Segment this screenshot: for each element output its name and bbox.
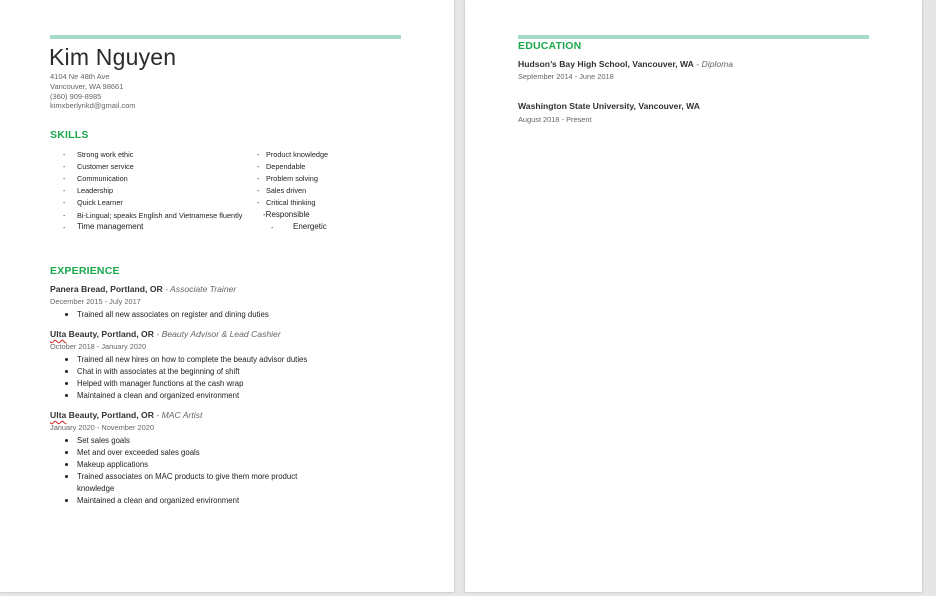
skill-dash: - bbox=[257, 198, 260, 207]
skill-item: Problem solving bbox=[266, 174, 318, 183]
job-dates: October 2018 - January 2020 bbox=[50, 342, 147, 351]
bullet-dot-icon bbox=[65, 358, 68, 361]
header-rule bbox=[50, 35, 401, 39]
skill-dash: - bbox=[257, 186, 260, 195]
bullet-dot-icon bbox=[65, 439, 68, 442]
school-dates: September 2014 - June 2018 bbox=[518, 72, 614, 81]
phone-number: (360) 909-8985 bbox=[50, 91, 102, 101]
skill-item: Quick Learner bbox=[77, 198, 123, 207]
bullet-dot-icon bbox=[65, 463, 68, 466]
skill-dash: - bbox=[63, 223, 66, 232]
skill-item: Communication bbox=[77, 174, 128, 183]
skill-item: Customer service bbox=[77, 162, 134, 171]
job-company: Panera Bread, Portland, OR bbox=[50, 284, 163, 294]
skill-item: Time management bbox=[77, 222, 144, 231]
skill-item: Dependable bbox=[266, 162, 306, 171]
bullet-dot-icon bbox=[65, 499, 68, 502]
spellcheck-word[interactable]: Ulta bbox=[50, 329, 67, 339]
job-role: - Associate Trainer bbox=[165, 284, 237, 294]
job-dates: January 2020 - November 2020 bbox=[50, 423, 154, 432]
skill-dash: - bbox=[63, 162, 66, 171]
skill-dash: - bbox=[63, 211, 66, 220]
job-bullet: Trained all new associates on register and dining duties bbox=[77, 309, 269, 321]
skill-item: Critical thinking bbox=[266, 198, 316, 207]
skill-item: Strong work ethic bbox=[77, 150, 134, 159]
resume-page-1 bbox=[0, 0, 454, 592]
skill-item: -Responsible bbox=[263, 210, 310, 219]
school-name: Hudson’s Bay High School, Vancouver, WA bbox=[518, 59, 694, 69]
bullet-dot-icon bbox=[65, 382, 68, 385]
candidate-name: Kim Nguyen bbox=[49, 44, 177, 70]
school-name: Washington State University, Vancouver, WA bbox=[518, 101, 700, 111]
skill-dash: - bbox=[257, 150, 260, 159]
job-dates: December 2015 - July 2017 bbox=[50, 297, 141, 306]
job-bullet: Maintained a clean and organized environment bbox=[77, 390, 239, 402]
job-title-line bbox=[50, 410, 202, 420]
job-bullet: Trained all new hires on how to complete the beauty advisor duties bbox=[77, 354, 307, 366]
job-bullet: Helped with manager functions at the cash wrap bbox=[77, 378, 243, 390]
job-bullet: Chat in with associates at the beginning of shift bbox=[77, 366, 240, 378]
skill-dash: - bbox=[63, 186, 66, 195]
address-line-1: 4104 Ne 48th Ave bbox=[50, 72, 110, 81]
school-title-line bbox=[518, 59, 733, 69]
skill-dash: - bbox=[63, 174, 66, 183]
school-degree: - Diploma bbox=[696, 59, 734, 69]
job-bullet: Met and over exceeded sales goals bbox=[77, 447, 200, 459]
experience-heading: EXPERIENCE bbox=[50, 265, 120, 277]
resume-page-2 bbox=[465, 0, 922, 592]
skill-item: Bi-Lingual; speaks English and Vietnamese fluently bbox=[77, 211, 243, 220]
skill-item: Energetic bbox=[293, 222, 327, 231]
bullet-dot-icon bbox=[65, 313, 68, 316]
school-dates: August 2018 - Present bbox=[518, 115, 592, 124]
header-rule bbox=[518, 35, 869, 39]
contact-block bbox=[50, 72, 136, 111]
job-bullet: Makeup applications bbox=[77, 459, 148, 471]
job-bullet: Set sales goals bbox=[77, 435, 130, 447]
job-company: Beauty, Portland, OR bbox=[66, 329, 154, 339]
job-role: - MAC Artist bbox=[156, 410, 203, 420]
skill-dash: - bbox=[63, 198, 66, 207]
email-address: kimxberlynkd@gmail.com bbox=[50, 101, 136, 111]
job-title-line bbox=[50, 284, 236, 294]
skill-dash: - bbox=[257, 162, 260, 171]
bullet-dot-icon bbox=[65, 394, 68, 397]
skill-item: Product knowledge bbox=[266, 150, 329, 159]
skill-item: Sales driven bbox=[266, 186, 307, 195]
job-bullet: Trained associates on MAC products to give them more product knowledge bbox=[77, 471, 317, 495]
education-heading: EDUCATION bbox=[518, 40, 582, 52]
job-company: Beauty, Portland, OR bbox=[66, 410, 154, 420]
address-line-2: Vancouver, WA 98661 bbox=[50, 81, 124, 91]
skill-dash: - bbox=[63, 150, 66, 159]
job-role: - Beauty Advisor & Lead Cashier bbox=[156, 329, 281, 339]
skill-item: Leadership bbox=[77, 186, 114, 195]
bullet-dot-icon bbox=[65, 370, 68, 373]
skill-dash: - bbox=[257, 174, 260, 183]
spellcheck-word[interactable]: Ulta bbox=[50, 410, 67, 420]
bullet-dot-icon bbox=[65, 475, 68, 478]
skills-heading: SKILLS bbox=[50, 129, 89, 141]
job-bullet: Maintained a clean and organized environment bbox=[77, 495, 239, 507]
job-title-line bbox=[50, 329, 281, 339]
school-title-line bbox=[518, 101, 700, 111]
bullet-dot-icon bbox=[65, 451, 68, 454]
skill-dash: - bbox=[271, 223, 274, 232]
